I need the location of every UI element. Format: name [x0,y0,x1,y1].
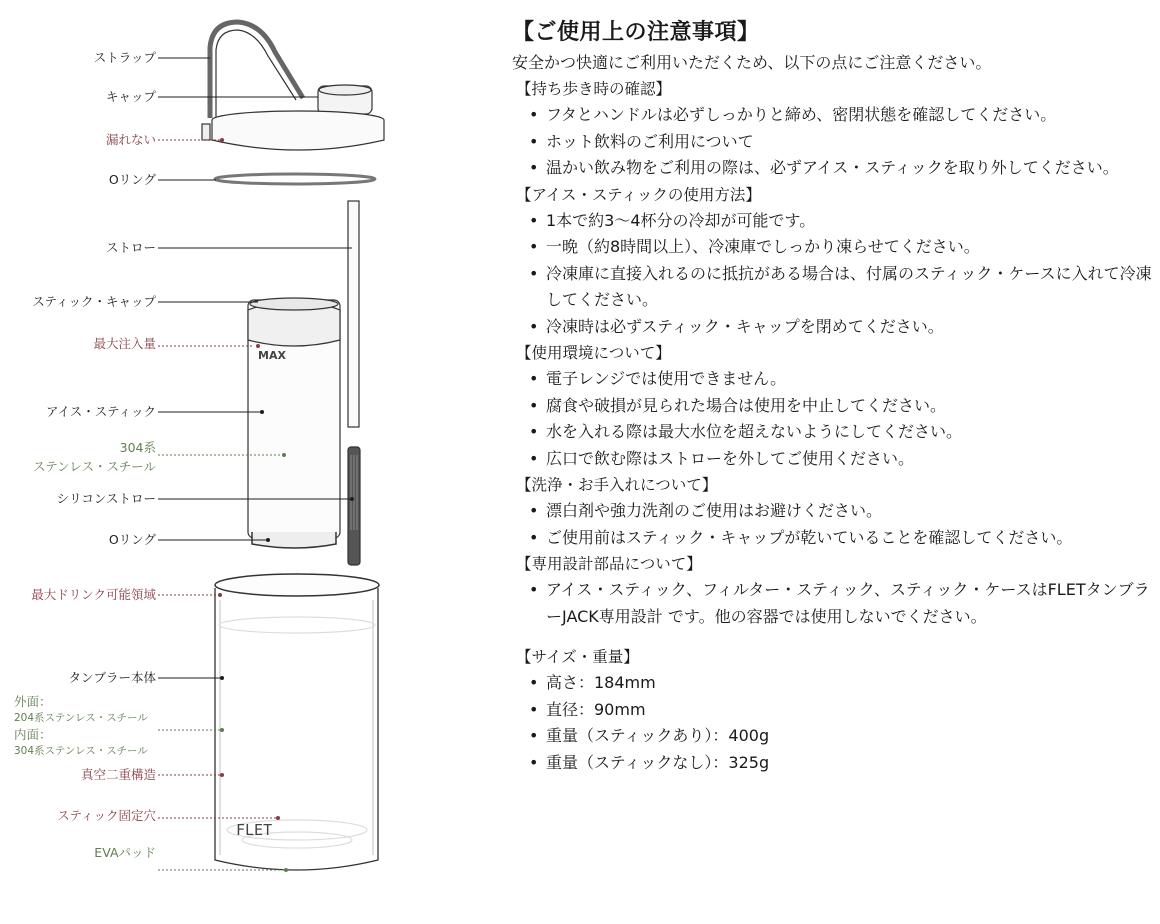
list-item: • 高さ：184mm [512,670,1157,697]
label-tumbler-body: タンブラー本体 [68,670,156,685]
notes-intro: 安全かつ快適にご利用いただくため、以下の点にご注意ください。 [512,53,992,72]
product-exploded-diagram [0,0,510,924]
label-cap: キャップ [105,89,156,104]
strap-shape [210,22,303,118]
label-inner-value: 304系ステンレス・スチール [14,745,148,757]
list-item: • 電子レンジでは使用できません。 [512,366,1157,393]
oring-top-shape [215,174,375,184]
section-heading-environment: 【使用環境について】 [516,344,671,362]
brand-mark: FLET [236,821,273,839]
list-item: • フタとハンドルは必ずしっかりと締め、密閉状態を確認してください。 [512,102,1157,129]
label-steel-304-line2: ステンレス・スチール [33,459,156,474]
list-item: • 一晩（約8時間以上）、冷凍庫でしっかり凍らせてください。 [512,234,1157,261]
list-item: • 直径：90mm [512,697,1157,724]
list-item: • 重量（スティックなし）：325g [512,750,1157,777]
list-item: • 温かい飲み物をご利用の際は、必ずアイス・スティックを取り外してください。 [512,155,1157,182]
section-heading-carry: 【持ち歩き時の確認】 [516,80,672,98]
strap-inner [216,30,296,118]
straw-shape [348,201,359,427]
list-item: • 漂白剤や強力洗剤のご使用はお避けください。 [512,498,1157,525]
section-heading-usage: 【アイス・スティックの使用方法】 [516,185,761,204]
list-item: • 水を入れる際は最大水位を超えないようにしてください。 [512,419,1157,446]
list-item: • 広口で飲む際はストローを外してご使用ください。 [512,446,1157,473]
label-silicone-straw: シリコンストロー [56,491,156,506]
label-ice-stick: アイス・スティック [45,404,156,419]
list-item: • 冷凍庫に直接入れるのに抵抗がある場合は、付属のスティック・ケースに入れて冷凍してください。 [512,261,1157,314]
label-steel-304-line1: 304系 [119,440,156,455]
label-vacuum: 真空二重構造 [80,767,156,782]
usage-notes [512,16,1157,776]
label-max-fill: 最大注入量 [93,336,156,351]
notes-title: 【ご使用上の注意事項】 [512,20,760,45]
list-item: • ホット飲料のご利用について [512,129,1157,156]
label-eva-pad: EVAパッド [94,845,156,860]
label-stick-cap: スティック・キャップ [32,294,156,309]
list-item: • 冷凍時は必ずスティック・キャップを閉めてください。 [512,314,1157,341]
label-strap: ストラップ [93,50,156,65]
label-oring-top: Oリング [108,172,156,187]
label-inner: 内面： [14,727,52,742]
list-item: • 1本で約3〜4杯分の冷却が可能です。 [512,208,1157,235]
list-item: • アイス・スティック、フィルター・スティック、スティック・ケースはFLETタンブラーJACK専用設計 です。他の容器では使用しないでください。 [512,577,1157,630]
spacer [512,630,1157,644]
label-straw: ストロー [105,240,156,255]
list-item: • ご使用前はスティック・キャップが乾いていることを確認してください。 [512,525,1157,552]
label-outer: 外面： [14,694,52,709]
section-list-exclusive [512,577,1157,630]
max-mark: MAX [258,349,286,362]
section-list-usage [512,208,1157,341]
section-heading-exclusive: 【専用設計部品について】 [516,555,702,573]
label-leakproof: 漏れない [105,132,156,147]
section-list-carry [512,102,1157,182]
tumbler-rim [215,574,379,596]
section-list-environment [512,366,1157,472]
label-stick-hole: スティック固定穴 [57,808,156,823]
label-oring-bottom: Oリング [108,532,156,547]
section-heading-specs: 【サイズ・重量】 [516,648,639,666]
cap-body [212,120,384,150]
list-item: • 重量（スティックあり）：400g [512,723,1157,750]
section-list-cleaning [512,498,1157,551]
list-item: • 腐食や破損が見られた場合は使用を中止してください。 [512,393,1157,420]
section-heading-cleaning: 【洗浄・お手入れについて】 [516,476,718,494]
label-outer-value: 204系ステンレス・スチール [14,712,148,724]
label-max-drink: 最大ドリンク可能領域 [31,587,156,602]
section-list-specs [512,670,1157,776]
